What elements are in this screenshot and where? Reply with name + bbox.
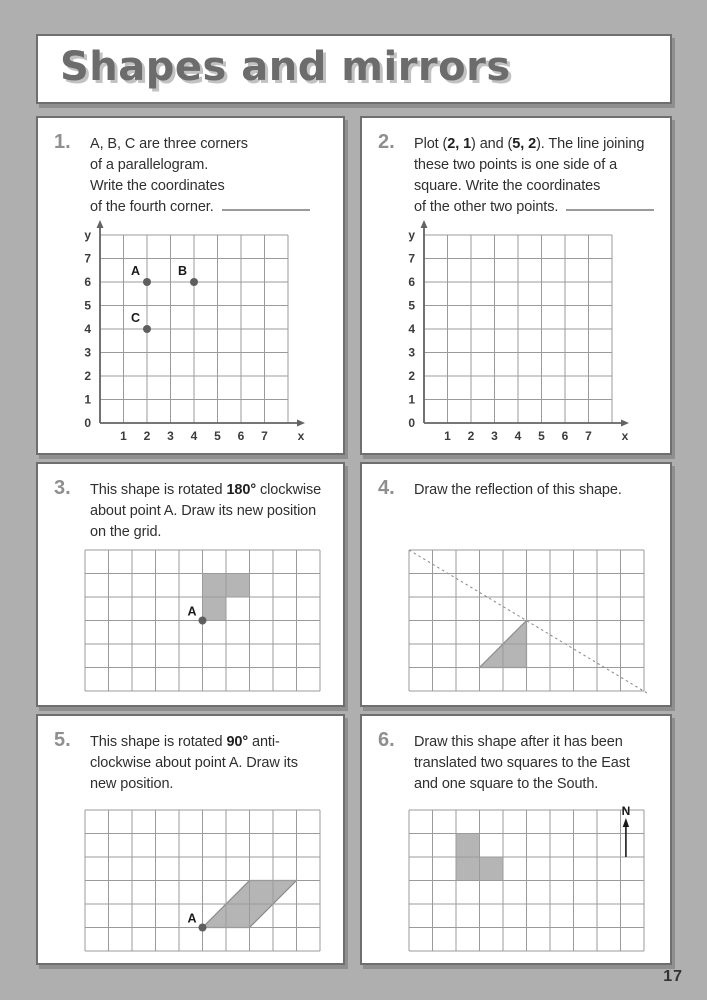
x-axis-arrow-icon: [621, 420, 629, 427]
question-text-line: A, B, C are three corners: [90, 136, 248, 152]
question-text-line: Draw this shape after it has been: [414, 734, 623, 750]
page-title: Shapes and mirrors: [60, 44, 511, 90]
north-compass-arrow-icon: [623, 818, 629, 827]
q6-square-grid: [405, 796, 650, 958]
question-text: [90, 480, 339, 543]
q5-square-grid: [81, 796, 326, 958]
question-text: [414, 732, 666, 795]
page-number: 17: [663, 968, 683, 985]
question-text: [90, 134, 339, 218]
question-number: 3.: [54, 477, 71, 499]
question-text-line: and one square to the South.: [414, 776, 599, 792]
question-text-line: This shape is rotated 180° clockwise: [90, 482, 322, 498]
question-text-line: square. Write the coordinates: [414, 178, 601, 194]
question-text-line: Plot (2, 1) and (5, 2). The line joining: [414, 136, 645, 152]
question-text-line: about point A. Draw its new position: [90, 503, 317, 519]
question-text-line: new position.: [90, 776, 174, 792]
question-text: [414, 480, 666, 501]
plotted-point: [190, 278, 198, 286]
y-axis-label: y: [408, 228, 415, 242]
x-tick-label: 3: [491, 429, 498, 443]
y-tick-label: 5: [408, 298, 415, 313]
y-axis-label: y: [84, 228, 91, 242]
y-tick-label: 3: [84, 345, 91, 360]
point-label: C: [130, 311, 140, 325]
y-tick-label: 5: [84, 298, 91, 313]
question-text-line: these two points is one side of a: [414, 157, 618, 173]
y-tick-label: 6: [408, 275, 415, 289]
question-panel-1: [36, 116, 345, 455]
question-text-line: on the grid.: [90, 524, 162, 540]
question-panel-6: [360, 714, 672, 965]
question-text-line: Write the coordinates: [90, 178, 225, 194]
shaded-cell: [203, 597, 227, 621]
x-tick-label: 3: [167, 429, 174, 443]
plotted-point: [143, 325, 151, 333]
x-axis-label: x: [621, 429, 629, 443]
y-tick-label: 3: [408, 345, 415, 360]
mirror-line: [409, 550, 648, 693]
x-axis-label: x: [297, 429, 305, 443]
y-tick-label: 2: [84, 369, 91, 383]
question-number: 5.: [54, 729, 71, 751]
question-panel-3: [36, 462, 345, 707]
shaded-cell: [456, 834, 480, 858]
y-tick-label: 0: [408, 416, 415, 430]
x-tick-label: 2: [143, 429, 151, 443]
y-tick-label: 4: [84, 322, 91, 336]
question-panel-4: [360, 462, 672, 707]
title-panel: [36, 34, 672, 104]
question-number: 4.: [378, 477, 395, 499]
x-tick-label: 5: [538, 429, 545, 443]
x-tick-label: 4: [190, 429, 198, 443]
question-panel-2: [360, 116, 672, 455]
question-text-line: Draw the reflection of this shape.: [414, 482, 622, 498]
x-axis-arrow-icon: [297, 420, 305, 427]
x-tick-label: 6: [561, 429, 569, 443]
y-tick-label: 6: [84, 275, 91, 289]
q4-square-grid: [405, 536, 650, 698]
x-tick-label: 7: [261, 429, 268, 443]
question-number: 2.: [378, 131, 395, 153]
shaded-cell: [203, 574, 227, 598]
question-text-line: of a parallelogram.: [90, 157, 209, 173]
question-text-line: of the other two points.: [414, 197, 666, 218]
y-tick-label: 7: [84, 251, 91, 266]
y-axis-arrow-icon: [421, 220, 428, 228]
y-tick-label: 2: [408, 369, 415, 383]
y-tick-label: 1: [408, 392, 415, 407]
x-tick-label: 4: [514, 429, 522, 443]
x-tick-label: 5: [214, 429, 221, 443]
shaded-cell: [456, 857, 480, 881]
point-label: A: [130, 264, 140, 278]
question-text: [90, 732, 339, 795]
q1-coordinate-grid: [70, 221, 316, 447]
question-number: 1.: [54, 131, 71, 153]
y-tick-label: 1: [84, 392, 91, 407]
plotted-point: [143, 278, 151, 286]
north-label: N: [621, 804, 631, 818]
question-text-line: clockwise about point A. Draw its: [90, 755, 298, 771]
question-number: 6.: [378, 729, 395, 751]
y-tick-label: 7: [408, 251, 415, 266]
answer-blank: [566, 197, 654, 211]
point-label: B: [177, 264, 187, 278]
shaded-cell: [480, 857, 504, 881]
x-tick-label: 1: [444, 429, 451, 443]
rotation-point: [199, 924, 207, 932]
x-tick-label: 2: [467, 429, 475, 443]
point-label: A: [187, 604, 197, 619]
question-panel-5: [36, 714, 345, 965]
answer-blank: [222, 197, 310, 211]
x-tick-label: 7: [585, 429, 592, 443]
rotation-point: [199, 617, 207, 625]
shaded-cell: [226, 574, 250, 598]
question-text-line: of the fourth corner.: [90, 197, 339, 218]
q3-square-grid: [81, 536, 326, 698]
x-tick-label: 6: [237, 429, 245, 443]
question-text-line: This shape is rotated 90° anti-: [90, 734, 280, 750]
question-text-line: translated two squares to the East: [414, 755, 630, 771]
y-tick-label: 0: [84, 416, 91, 430]
q2-coordinate-grid: [394, 221, 640, 447]
x-tick-label: 1: [120, 429, 127, 443]
question-text: [414, 134, 666, 218]
y-axis-arrow-icon: [97, 220, 104, 228]
y-tick-label: 4: [408, 322, 415, 336]
point-label: A: [187, 911, 197, 926]
